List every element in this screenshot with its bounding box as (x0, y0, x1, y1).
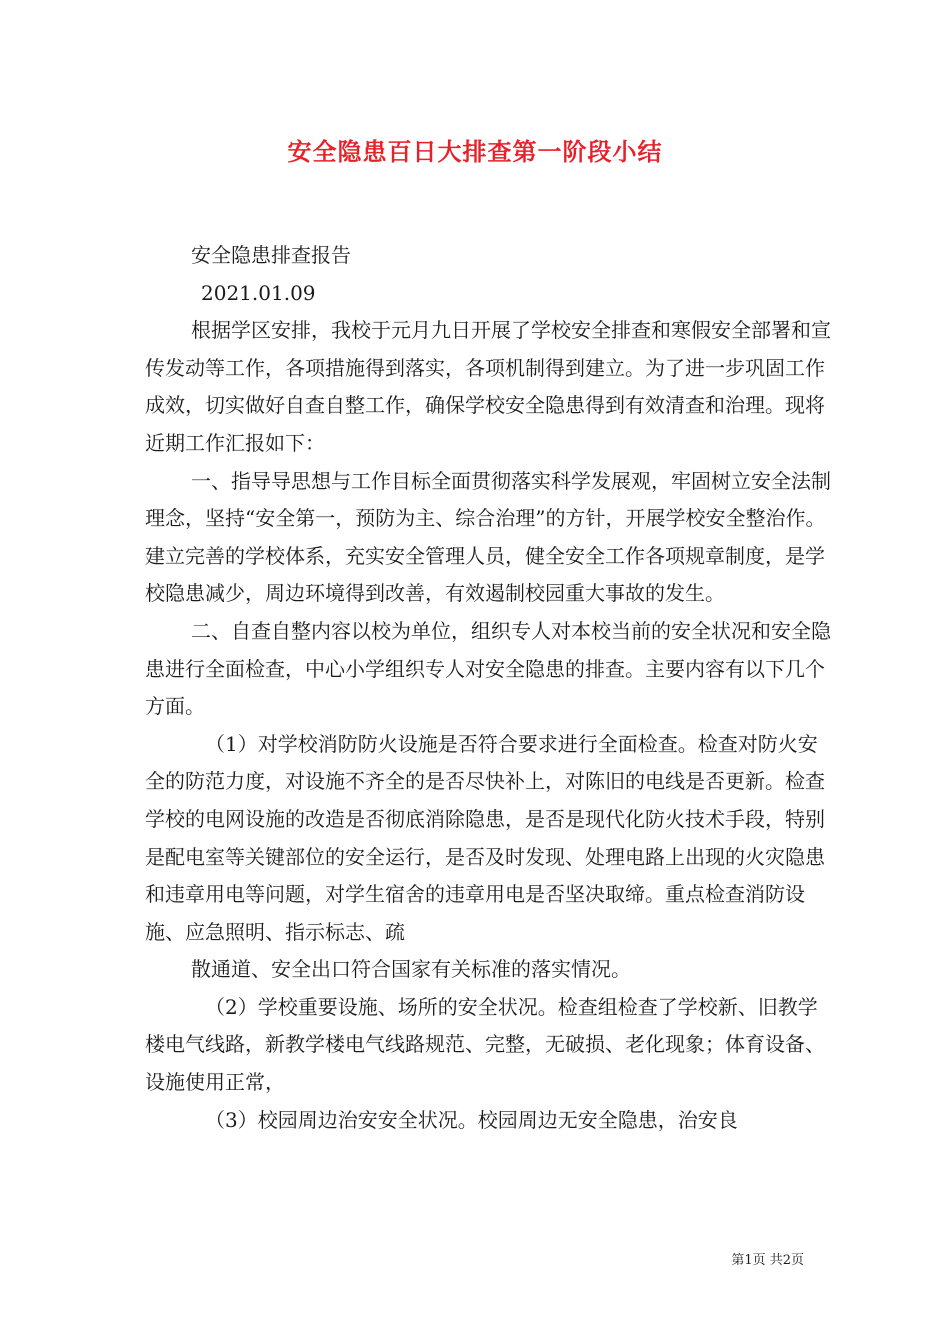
report-heading: 安全隐患排查报告 (191, 243, 351, 267)
paragraph-item-1-continued: 散通道、安全出口符合国家有关标准的落实情况。 (191, 957, 631, 982)
paragraph-item-1: （1）对学校消防防火设施是否符合要求进行全面检查。检查对防火安全的防范力度，对设施不齐全的是否尽快补上，对陈旧的电线是否更新。检查学校的电网设施的改造是否彻底消除隐患，是否是现代化防火技术手段，特别是配电室等关键部位的安全运行，是否及时发现、处理电路上出现的火灾隐患和违章用电等问题，对学生宿舍的违章用电是否坚决取缔。重点检查消防设施、应急照明、指示标志、疏 (145, 731, 825, 944)
report-date: 2021.01.09 (201, 280, 316, 305)
document-body (145, 237, 835, 1139)
paragraph-item-2: （2）学校重要设施、场所的安全状况。检查组检查了学校新、旧教学楼电气线路，新教学楼电气线路规范、完整，无破损、老化现象；体育设备、设施使用正常， (145, 994, 825, 1095)
paragraph-item-3: （3）校园周边治安安全状况。校园周边无安全隐患，治安良 (205, 1107, 738, 1132)
page-number: 第1页 共2页 (731, 1253, 804, 1268)
paragraph-intro: 根据学区安排，我校于元月九日开展了学校安全排查和寒假安全部署和宣传发动等工作，各项措施得到落实，各项机制得到建立。为了进一步巩固工作成效，切实做好自查自整工作，确保学校安全隐患得到有效清查和治理。现将近期工作汇报如下： (145, 318, 831, 455)
paragraph-section-2: 二、自查自整内容以校为单位，组织专人对本校当前的安全状况和安全隐患进行全面检查，中心小学组织专人对安全隐患的排查。主要内容有以下几个方面。 (145, 618, 831, 719)
document-title: 安全隐患百日大排查第一阶段小结 (287, 138, 663, 166)
paragraph-section-1: 一、指导导思想与工作目标全面贯彻落实科学发展观，牢固树立安全法制理念，坚持“安全第一，预防为主、综合治理”的方针，开展学校安全整治作。建立完善的学校体系，充实安全管理人员，健全安全工作各项规章制度，是学校隐患减少，周边环境得到改善，有效遏制校园重大事故的发生。 (145, 468, 831, 606)
